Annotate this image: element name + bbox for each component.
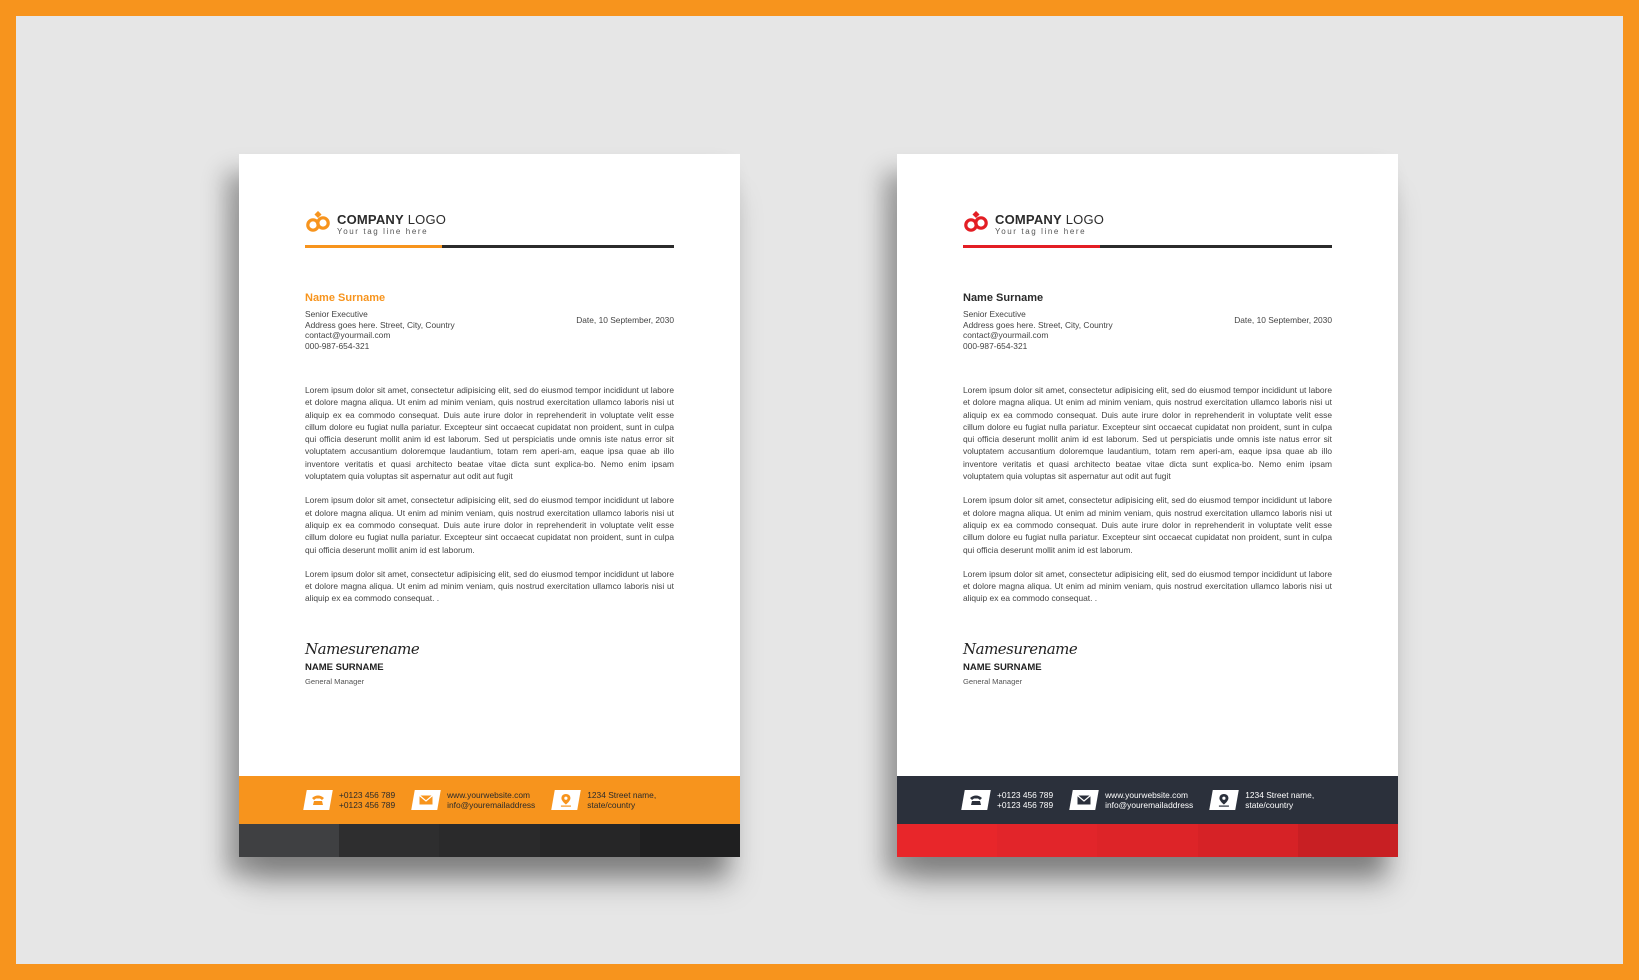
letter-body <box>963 384 1332 617</box>
signer-role: General Manager <box>305 677 365 686</box>
signature: Namesurename <box>963 640 1078 658</box>
location-pin-icon <box>551 790 581 810</box>
body-paragraph: Lorem ipsum dolor sit amet, consectetur adipisicing elit, sed do eiusmod tempor incididunt ut labore et dolore magna aliqua. Ut enim ad minim veniam, quis nostrud exercitation ullamco laboris nisi ut aliquip ex ea commodo consequat. Duis aute irure dolor in reprehenderit in voluptate velit esse cillum dolore eu fugiat nulla pariatur. Excepteur sint occaecat cupidatat non proident, sunt in culpa qui officia deserunt mollit anim id est laborum. <box>963 495 1332 555</box>
company-logo <box>305 209 446 239</box>
signer-name: NAME SURNAME <box>305 662 384 673</box>
background-canvas <box>16 16 1623 964</box>
phone-icon <box>961 790 991 810</box>
sender-name: Name Surname <box>305 292 386 304</box>
sender-info <box>963 309 1113 351</box>
sender-address: Address goes here. Street, City, Country <box>305 319 455 330</box>
body-paragraph: Lorem ipsum dolor sit amet, consectetur adipisicing elit, sed do eiusmod tempor incididunt ut labore et dolore magna aliqua. Ut enim ad minim veniam, quis nostrud exercitation ullamco laboris nisi ut aliquip ex ea commodo consequat. . <box>963 568 1332 604</box>
body-paragraph: Lorem ipsum dolor sit amet, consectetur adipisicing elit, sed do eiusmod tempor incididunt ut labore et dolore magna aliqua. Ut enim ad minim veniam, quis nostrud exercitation ullamco laboris nisi ut aliquip ex ea commodo consequat. Duis aute irure dolor in reprehenderit in voluptate velit esse cillum dolore eu fugiat nulla pariatur. Excepteur sint occaecat cupidatat non proident, sunt in culpa qui officia deserunt mollit anim id est laborum. <box>305 495 674 555</box>
footer-email: info@youremailaddress <box>1105 800 1194 810</box>
body-paragraph: Lorem ipsum dolor sit amet, consectetur adipisicing elit, sed do eiusmod tempor incididunt ut labore et dolore magna aliqua. Ut enim ad minim veniam, quis nostrud exercitation ullamco laboris nisi ut aliquip ex ea commodo consequat. . <box>305 568 674 604</box>
footer-address-2: state/country <box>1245 800 1294 810</box>
sender-phone: 000-987-654-321 <box>305 340 370 351</box>
footer-phone-2: +0123 456 789 <box>339 800 396 810</box>
signature: Namesurename <box>305 640 420 658</box>
sender-title: Senior Executive <box>305 309 368 319</box>
footer-address-1: 1234 Street name, <box>587 790 657 800</box>
infinity-logo-icon <box>305 211 331 237</box>
letterhead-red <box>897 154 1398 857</box>
sender-title: Senior Executive <box>963 309 1026 319</box>
letter-body <box>305 384 674 617</box>
signer-name: NAME SURNAME <box>963 662 1042 673</box>
letterhead-orange <box>239 154 740 857</box>
footer-address <box>1211 790 1314 810</box>
phone-icon <box>303 790 333 810</box>
footer-address-2: state/country <box>587 800 636 810</box>
infinity-logo-icon <box>963 211 989 237</box>
footer-phone-2: +0123 456 789 <box>997 800 1054 810</box>
letter-date: Date, 10 September, 2030 <box>1234 315 1332 325</box>
sender-info <box>305 309 455 351</box>
footer-phone <box>305 790 395 810</box>
sender-phone: 000-987-654-321 <box>963 340 1028 351</box>
footer-website: www.yourwebsite.com <box>447 790 530 800</box>
footer-web <box>413 790 535 810</box>
header-rule <box>305 245 674 248</box>
footer-address-1: 1234 Street name, <box>1245 790 1315 800</box>
logo-tagline: Your tag line here <box>995 226 1087 236</box>
logo-title: COMPANY LOGO <box>995 211 1105 227</box>
location-pin-icon <box>1209 790 1239 810</box>
footer-stripes <box>897 824 1398 857</box>
footer-web <box>1071 790 1193 810</box>
mail-icon <box>1069 790 1099 810</box>
logo-tagline: Your tag line here <box>337 226 429 236</box>
footer-address <box>553 790 656 810</box>
sender-email: contact@yourmail.com <box>305 330 391 340</box>
footer-phone <box>963 790 1053 810</box>
body-paragraph: Lorem ipsum dolor sit amet, consectetur adipisicing elit, sed do eiusmod tempor incididunt ut labore et dolore magna aliqua. Ut enim ad minim veniam, quis nostrud exercitation ullamco laboris nisi ut aliquip ex ea commodo consequat. Duis aute irure dolor in reprehenderit in voluptate velit esse cillum dolore eu fugiat nulla pariatur. Excepteur sint occaecat cupidatat non proident, sunt in culpa qui officia deserunt mollit anim id est laborum. Sed ut perspiciatis unde omnis iste natus error sit voluptatem accusantium doloremque laudantium, totam rem aperi-am, eaque ipsa quae ab illo inventore veritatis et quasi architecto beatae vitae dicta sunt explica-bo. Nemo enim ipsam voluptatem quia voluptas sit aspernatur aut odit aut fugit <box>963 385 1332 482</box>
company-logo <box>963 209 1104 239</box>
logo-title: COMPANY LOGO <box>337 211 447 227</box>
sender-email: contact@yourmail.com <box>963 330 1049 340</box>
mail-icon <box>411 790 441 810</box>
letter-date: Date, 10 September, 2030 <box>576 315 674 325</box>
footer-email: info@youremailaddress <box>447 800 536 810</box>
footer-phone-1: +0123 456 789 <box>339 790 396 800</box>
header-rule <box>963 245 1332 248</box>
footer-contact-bar <box>239 776 740 824</box>
signer-role: General Manager <box>963 677 1023 686</box>
footer-contact-bar <box>897 776 1398 824</box>
footer-phone-1: +0123 456 789 <box>997 790 1054 800</box>
footer-stripes <box>239 824 740 857</box>
sender-name: Name Surname <box>963 292 1044 304</box>
body-paragraph: Lorem ipsum dolor sit amet, consectetur adipisicing elit, sed do eiusmod tempor incididunt ut labore et dolore magna aliqua. Ut enim ad minim veniam, quis nostrud exercitation ullamco laboris nisi ut aliquip ex ea commodo consequat. Duis aute irure dolor in reprehenderit in voluptate velit esse cillum dolore eu fugiat nulla pariatur. Excepteur sint occaecat cupidatat non proident, sunt in culpa qui officia deserunt mollit anim id est laborum. Sed ut perspiciatis unde omnis iste natus error sit voluptatem accusantium doloremque laudantium, totam rem aperi-am, eaque ipsa quae ab illo inventore veritatis et quasi architecto beatae vitae dicta sunt explica-bo. Nemo enim ipsam voluptatem quia voluptas sit aspernatur aut odit aut fugit <box>305 385 674 482</box>
sender-address: Address goes here. Street, City, Country <box>963 319 1113 330</box>
footer-website: www.yourwebsite.com <box>1105 790 1188 800</box>
